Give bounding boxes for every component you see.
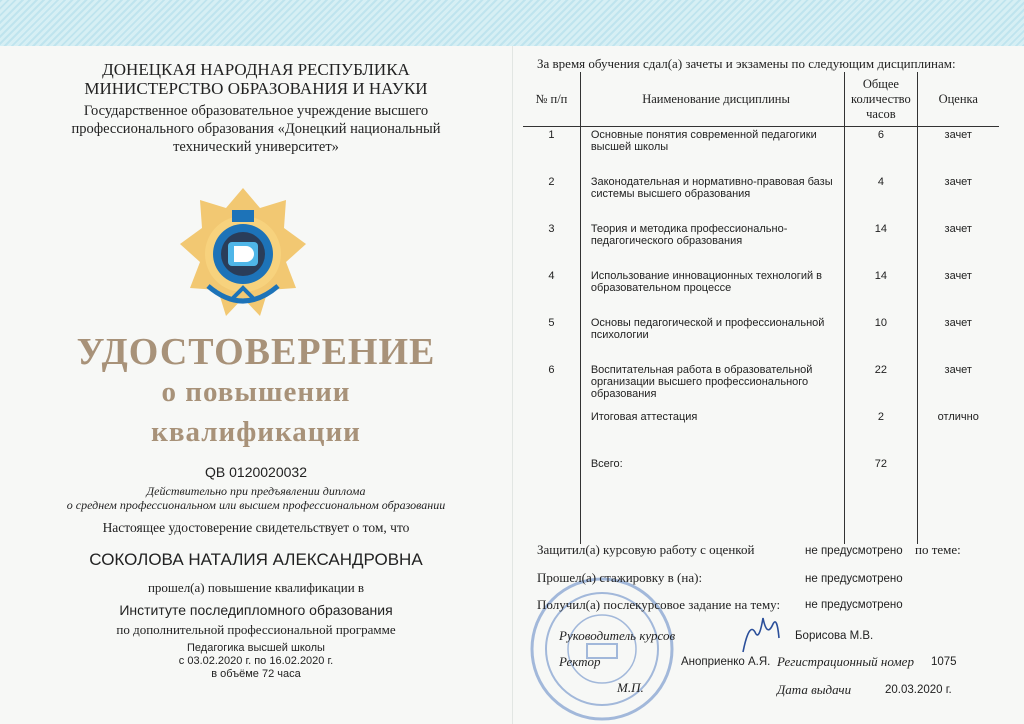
certificate-number: QB 0120020032 xyxy=(205,464,307,480)
row-grade: отлично xyxy=(937,411,979,423)
issuer-header xyxy=(0,60,512,98)
table-row xyxy=(523,127,999,175)
row-number: 3 xyxy=(523,221,580,268)
row-discipline: Теория и методика профессионально-педагогического образования xyxy=(580,221,844,268)
coursework-label: Защитил(а) курсовую работу с оценкой xyxy=(537,542,755,557)
course-dates: с 03.02.2020 г. по 16.02.2020 г. xyxy=(178,655,334,667)
registration-label: Регистрационный номер xyxy=(777,654,914,669)
document-title: УДОСТОВЕРЕНИЕ xyxy=(76,331,436,373)
task-value: не предусмотрено xyxy=(805,599,903,611)
validity-note xyxy=(0,484,512,512)
rector-name: Аноприенко А.Я. xyxy=(681,656,771,668)
passed-text: прошел(а) повышение квалификации в xyxy=(147,580,365,595)
row-grade: зачет xyxy=(944,176,972,188)
institution-line: Государственное образовательное учреждение высшего xyxy=(83,103,429,119)
row-hours: 2 xyxy=(845,409,917,456)
row-discipline: Законодательная и нормативно-правовая базы системы высшего образования xyxy=(580,174,844,221)
table-row xyxy=(523,221,999,268)
coursework-suffix: по теме: xyxy=(915,542,961,557)
program-text: по дополнительной профессиональной программе xyxy=(116,622,396,637)
row-number: 5 xyxy=(523,315,580,362)
rector-label: Ректор xyxy=(559,654,601,669)
right-page xyxy=(512,46,1024,724)
column-header-number: № п/п xyxy=(523,72,580,127)
row-hours: 10 xyxy=(845,315,917,362)
disciplines-header: За время обучения сдал(а) зачеты и экзамены по следующим дисциплинам: xyxy=(537,56,956,71)
left-page xyxy=(0,46,512,724)
row-grade xyxy=(917,456,999,544)
institution-line: технический университет» xyxy=(173,139,339,155)
table-row xyxy=(523,174,999,221)
table-total-row xyxy=(523,456,999,544)
course-details xyxy=(0,642,512,681)
row-number: 2 xyxy=(523,174,580,221)
row-hours: 14 xyxy=(845,268,917,315)
row-grade: зачет xyxy=(944,129,972,141)
row-grade: зачет xyxy=(944,223,972,235)
row-grade: зачет xyxy=(944,364,972,376)
row-discipline: Основы педагогической и профессиональной психологии xyxy=(580,315,844,362)
table-row xyxy=(523,315,999,362)
row-number: 1 xyxy=(523,127,580,175)
document-subtitle-line: квалификации xyxy=(151,416,361,448)
course-name: Педагогика высшей школы xyxy=(187,642,325,654)
table-header-row xyxy=(523,72,999,127)
row-grade: зачет xyxy=(944,317,972,329)
row-grade: зачет xyxy=(944,270,972,282)
ministry-name: МИНИСТЕРСТВО ОБРАЗОВАНИЯ И НАУКИ xyxy=(84,79,428,98)
registration-number: 1075 xyxy=(931,656,957,668)
row-number xyxy=(523,456,580,544)
row-discipline: Итоговая аттестация xyxy=(580,409,844,456)
holder-name: СОКОЛОВА НАТАЛИЯ АЛЕКСАНДРОВНА xyxy=(89,550,423,569)
row-discipline: Использование инновационных технологий в образовательном процессе xyxy=(580,268,844,315)
row-discipline: Основные понятия современной педагогики высшей школы xyxy=(580,127,844,175)
total-hours: 72 xyxy=(845,456,917,544)
validity-line: Действительно при предъявлении диплома xyxy=(146,484,366,498)
column-header-name: Наименование дисциплины xyxy=(580,72,844,127)
stamp-label: М.П. xyxy=(617,680,644,695)
course-volume: в объёме 72 часа xyxy=(211,668,301,680)
training-institute: Институте последипломного образования xyxy=(119,602,393,618)
decorative-top-band xyxy=(0,0,1024,47)
institution-name xyxy=(40,102,472,156)
certifies-text: Настоящее удостоверение свидетельствует о том, что xyxy=(102,520,410,535)
task-label: Получил(а) послекурсовое задание на тему: xyxy=(537,597,781,612)
issue-date: 20.03.2020 г. xyxy=(885,684,952,696)
head-name: Борисова М.В. xyxy=(795,630,874,642)
total-label: Всего: xyxy=(580,456,844,544)
row-number xyxy=(523,409,580,456)
row-hours: 14 xyxy=(845,221,917,268)
table-row xyxy=(523,409,999,456)
row-number: 4 xyxy=(523,268,580,315)
coursework-value: не предусмотрено xyxy=(805,545,903,557)
disciplines-table xyxy=(523,72,999,544)
validity-line: о среднем профессиональном или высшем профессиональном образовании xyxy=(66,498,446,512)
row-hours: 6 xyxy=(845,127,917,175)
internship-label: Прошел(а) стажировку в (на): xyxy=(537,570,703,585)
institution-line: профессионального образования «Донецкий национальный xyxy=(71,121,441,137)
row-hours: 4 xyxy=(845,174,917,221)
column-header-grade: Оценка xyxy=(917,72,999,127)
republic-name: ДОНЕЦКАЯ НАРОДНАЯ РЕСПУБЛИКА xyxy=(102,60,410,79)
issue-date-label: Дата выдачи xyxy=(777,682,852,697)
row-discipline: Воспитательная работа в образовательной организации высшего профессионального образования xyxy=(580,362,844,409)
row-number: 6 xyxy=(523,362,580,409)
column-header-hours: Общее количество часов xyxy=(845,72,917,127)
table-row xyxy=(523,362,999,409)
document-subtitle-line: о повышении xyxy=(161,376,351,408)
internship-value: не предусмотрено xyxy=(805,573,903,585)
head-label: Руководитель курсов xyxy=(559,628,676,643)
row-hours: 22 xyxy=(845,362,917,409)
table-row xyxy=(523,268,999,315)
